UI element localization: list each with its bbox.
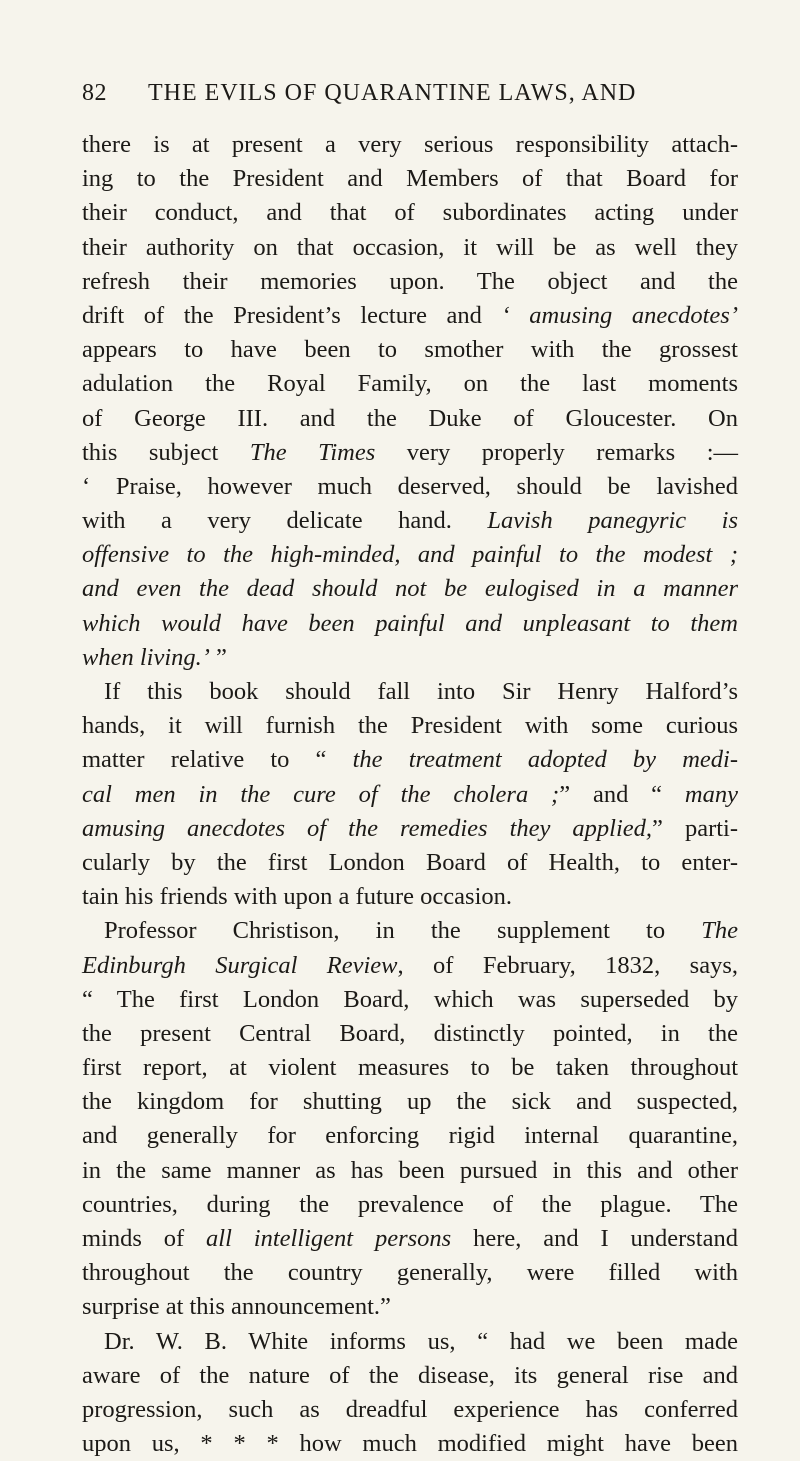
text-line [82, 1325, 738, 1359]
text-line [82, 1085, 738, 1119]
italic-text-segment: when living.’ [82, 643, 210, 671]
italic-text-segment: The [701, 917, 738, 945]
text-segment: If this book should fall into Sir Henry Halford’s [104, 678, 738, 705]
text-line [82, 367, 738, 401]
text-line [82, 607, 738, 641]
text-segment: aware of the nature of the disease, its general rise and [82, 1361, 738, 1389]
italic-text-segment: which would have been painful and unpleasant to them [82, 609, 738, 637]
text-segment: first report, at violent measures to be taken throughout [82, 1054, 738, 1082]
text-line [82, 128, 738, 162]
text-line [82, 1222, 738, 1256]
text-segment: cularly by the first London Board of Health, to enter- [82, 848, 738, 876]
text-segment: ” [209, 643, 227, 671]
text-segment: ” parti- [652, 814, 738, 842]
text-line [82, 1188, 738, 1222]
italic-text-segment: and even the dead should not be eulogised in a manner [82, 575, 738, 603]
text-segment: of George III. and the Duke of Gloucester. On [82, 404, 738, 432]
text-segment: surprise at this announcement.” [82, 1293, 391, 1321]
text-line [82, 846, 738, 880]
text-line [82, 983, 738, 1017]
text-line [82, 1154, 738, 1188]
text-line [82, 333, 738, 367]
text-segment: refresh their memories upon. The object and the [82, 267, 738, 295]
text-line [82, 299, 738, 333]
text-line [82, 196, 738, 230]
text-line [82, 1290, 738, 1324]
text-segment: “ The first London Board, which was superseded by [82, 985, 738, 1013]
text-line [82, 812, 738, 846]
text-line [82, 1119, 738, 1153]
text-segment: the kingdom for shutting up the sick and suspected, [82, 1088, 738, 1116]
body-text [82, 128, 738, 1461]
text-segment: upon us, * * * how much modified might have been [82, 1430, 738, 1458]
running-head [82, 80, 732, 116]
text-line [82, 470, 738, 504]
text-line [82, 1017, 738, 1051]
text-segment: Dr. W. B. White informs us, “ had we been made [104, 1327, 738, 1355]
text-line [82, 1051, 738, 1085]
text-segment: their conduct, and that of subordinates acting under [82, 199, 738, 227]
text-segment: there is at present a very serious responsibility attach- [82, 131, 738, 158]
text-segment: hands, it will furnish the President with some curious [82, 712, 738, 740]
text-segment: throughout the country generally, were filled with [82, 1259, 738, 1287]
italic-text-segment: offensive to the high-minded, and painful to the modest ; [82, 541, 738, 569]
italic-text-segment: cal men in the cure of the cholera ; [82, 780, 560, 808]
text-line [82, 162, 738, 196]
italic-text-segment: ‘ amusing anecdotes’ [501, 301, 738, 329]
text-line [82, 949, 738, 983]
text-segment: , of February, 1832, says, [397, 951, 738, 979]
page-number: 82 [82, 80, 107, 106]
text-segment: ‘ Praise, however much deserved, should be lavished [82, 472, 738, 500]
text-line [82, 504, 738, 538]
text-line [82, 675, 738, 709]
text-segment: tain his friends with upon a future occasion. [82, 883, 513, 911]
text-line [82, 914, 738, 948]
text-segment: with a very delicate hand. [82, 507, 488, 535]
text-line [82, 641, 738, 675]
text-line [82, 709, 738, 743]
text-segment: ” and “ [559, 780, 685, 808]
text-line [82, 743, 738, 777]
text-line [82, 265, 738, 299]
text-segment: in the same manner as has been pursued in this and other [82, 1156, 738, 1184]
text-line [82, 572, 738, 606]
text-line [82, 1256, 738, 1290]
italic-text-segment: all intelligent persons [206, 1225, 452, 1252]
text-segment: adulation the Royal Family, on the last moments [82, 370, 738, 398]
text-line [82, 436, 738, 470]
text-segment: and generally for enforcing rigid internal quarantine, [82, 1122, 738, 1150]
running-title: THE EVILS OF QUARANTINE LAWS, AND [148, 80, 637, 106]
italic-text-segment: Lavish panegyric is [487, 507, 738, 535]
text-segment: the present Central Board, distinctly pointed, in the [82, 1019, 738, 1047]
italic-text-segment: many [684, 780, 738, 808]
text-line [82, 1359, 738, 1393]
text-segment: progression, such as dreadful experience has conferred [82, 1395, 738, 1423]
italic-text-segment: the treatment adopted by medi- [352, 746, 738, 774]
text-line [82, 538, 738, 572]
text-segment: here, and I understand [451, 1225, 738, 1252]
text-segment: drift of the President’s lecture and [82, 301, 502, 329]
italic-text-segment: The Times [249, 438, 376, 466]
text-line [82, 1427, 738, 1461]
text-line [82, 880, 738, 914]
text-line [82, 778, 738, 812]
italic-text-segment: amusing anecdotes of the remedies they applied, [82, 814, 653, 842]
text-line [82, 1393, 738, 1427]
text-segment: very properly remarks :— [375, 438, 739, 466]
text-segment: appears to have been to smother with the grossest [82, 336, 738, 364]
text-segment: matter relative to “ [82, 746, 353, 774]
text-segment: ing to the President and Members of that Board for [82, 165, 738, 193]
text-line [82, 231, 738, 265]
text-segment: this subject [82, 438, 250, 466]
text-segment: countries, during the prevalence of the plague. The [82, 1190, 738, 1218]
text-segment: their authority on that occasion, it will be as well they [82, 233, 738, 261]
text-line [82, 402, 738, 436]
text-segment: minds of [82, 1225, 207, 1252]
text-segment: Professor Christison, in the supplement to [104, 917, 702, 945]
italic-text-segment: Edinburgh Surgical Review [82, 951, 398, 979]
